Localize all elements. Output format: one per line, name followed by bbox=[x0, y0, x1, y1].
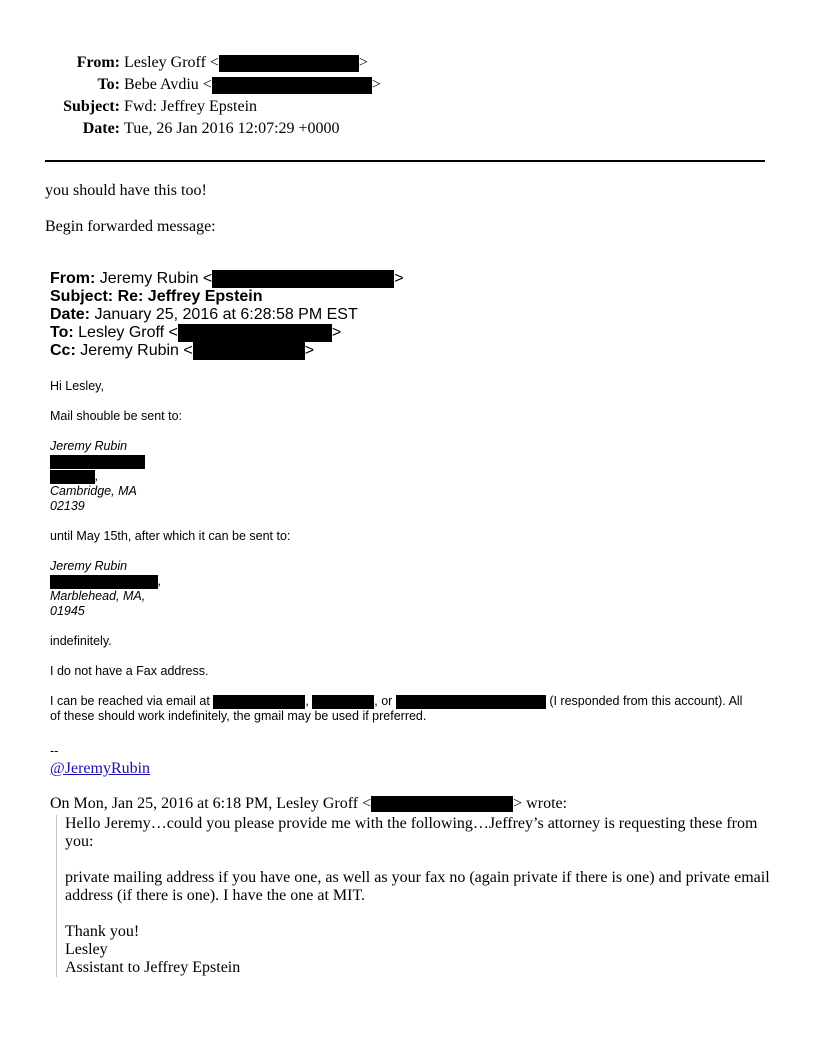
to-row bbox=[0, 74, 816, 96]
address-2-city: Marblehead, MA, bbox=[50, 589, 146, 603]
reach-suffix: (I responded from this account). All bbox=[549, 694, 743, 708]
date-label: Date: bbox=[82, 120, 120, 137]
signature-dashes: -- bbox=[50, 744, 59, 758]
to-close: > bbox=[371, 76, 381, 93]
quoted-intro-prefix: On Mon, Jan 25, 2016 at 6:18 PM, Lesley Groff < bbox=[50, 795, 372, 812]
signature-twitter-link[interactable]: @JeremyRubin bbox=[50, 760, 151, 777]
indefinitely-line: indefinitely. bbox=[50, 634, 112, 648]
date-row bbox=[0, 118, 816, 140]
reach-line-2: of these should work indefinitely, the gmail may be used if preferred. bbox=[50, 709, 427, 723]
no-fax-line: I do not have a Fax address. bbox=[50, 664, 209, 678]
to-value: Bebe Avdiu < bbox=[124, 76, 212, 93]
outer-email-header bbox=[0, 52, 816, 140]
subject-row bbox=[0, 96, 816, 118]
redaction-block bbox=[396, 695, 546, 709]
fwd-from-close: > bbox=[394, 270, 404, 288]
quoted-paragraph-1: Hello Jeremy…could you please provide me with the following…Jeffrey’s attorney is requesting these from you: bbox=[65, 815, 758, 850]
quoted-name: Lesley bbox=[65, 941, 108, 958]
body-line-1: you should have this too! bbox=[45, 182, 207, 199]
subject-label: Subject: bbox=[63, 98, 120, 115]
fwd-subject-row bbox=[50, 288, 404, 306]
fwd-to-value: Lesley Groff < bbox=[78, 324, 178, 342]
redaction-block bbox=[178, 324, 332, 342]
from-value: Lesley Groff < bbox=[124, 54, 219, 71]
fwd-to-close: > bbox=[331, 324, 342, 342]
date-value: Tue, 26 Jan 2016 12:07:29 +0000 bbox=[124, 120, 340, 137]
fwd-from-row bbox=[50, 270, 404, 288]
fwd-date-label: Date: bbox=[50, 306, 91, 323]
redaction-block bbox=[193, 342, 305, 360]
address-2-name: Jeremy Rubin bbox=[50, 559, 128, 573]
from-label: From: bbox=[76, 54, 120, 71]
body-line-2: Begin forwarded message: bbox=[45, 218, 216, 235]
from-row bbox=[0, 52, 816, 74]
redaction-block bbox=[371, 796, 513, 812]
reach-sep-1: , bbox=[305, 694, 309, 708]
redaction-block bbox=[312, 695, 374, 709]
redaction-block bbox=[212, 270, 394, 288]
redaction-block bbox=[219, 55, 359, 72]
header-divider bbox=[45, 160, 765, 162]
mail-intro: Mail shouble be sent to: bbox=[50, 409, 183, 423]
quoted-thanks: Thank you! bbox=[65, 923, 140, 940]
address-1-comma: , bbox=[95, 469, 99, 483]
quoted-message bbox=[56, 815, 775, 977]
redaction-block bbox=[50, 575, 158, 589]
greeting: Hi Lesley, bbox=[50, 379, 104, 393]
fwd-from-label: From: bbox=[50, 270, 96, 288]
fwd-subject-value: Re: Jeffrey Epstein bbox=[117, 288, 263, 305]
fwd-to-row bbox=[50, 324, 404, 342]
address-1 bbox=[50, 439, 145, 514]
redaction-block bbox=[212, 77, 372, 94]
fwd-date-row bbox=[50, 306, 404, 324]
until-line: until May 15th, after which it can be sent to: bbox=[50, 529, 291, 543]
from-close: > bbox=[358, 54, 368, 71]
quoted-paragraph-2: private mailing address if you have one, as well as your fax no (again private if there is one) and private email address (if there is one). I have the one at MIT. bbox=[65, 869, 770, 904]
reach-line-1 bbox=[50, 694, 742, 709]
quoted-title: Assistant to Jeffrey Epstein bbox=[65, 959, 241, 976]
fwd-from-value: Jeremy Rubin < bbox=[99, 270, 213, 288]
fwd-subject-label: Subject: bbox=[50, 288, 114, 305]
fwd-cc-value: Jeremy Rubin < bbox=[80, 342, 193, 360]
address-2-zip: 01945 bbox=[50, 604, 85, 618]
address-1-name: Jeremy Rubin bbox=[50, 439, 128, 453]
address-2-comma: , bbox=[158, 574, 162, 588]
address-2 bbox=[50, 559, 161, 619]
redaction-block bbox=[50, 455, 145, 469]
redaction-block bbox=[213, 695, 305, 709]
fwd-cc-row bbox=[50, 342, 404, 360]
to-label: To: bbox=[97, 76, 120, 93]
fwd-date-value: January 25, 2016 at 6:28:58 PM EST bbox=[94, 306, 358, 323]
subject-value: Fwd: Jeffrey Epstein bbox=[124, 98, 258, 115]
reach-sep-2: , or bbox=[374, 694, 393, 708]
redaction-block bbox=[50, 470, 95, 484]
reach-prefix: I can be reached via email at bbox=[50, 694, 210, 708]
quoted-intro bbox=[50, 795, 567, 813]
address-1-zip: 02139 bbox=[50, 499, 85, 513]
fwd-cc-close: > bbox=[304, 342, 315, 360]
fwd-to-label: To: bbox=[50, 324, 74, 342]
fwd-cc-label: Cc: bbox=[50, 342, 76, 360]
address-1-city: Cambridge, MA bbox=[50, 484, 137, 498]
forwarded-header bbox=[50, 270, 404, 360]
quoted-intro-suffix: > wrote: bbox=[513, 795, 568, 812]
